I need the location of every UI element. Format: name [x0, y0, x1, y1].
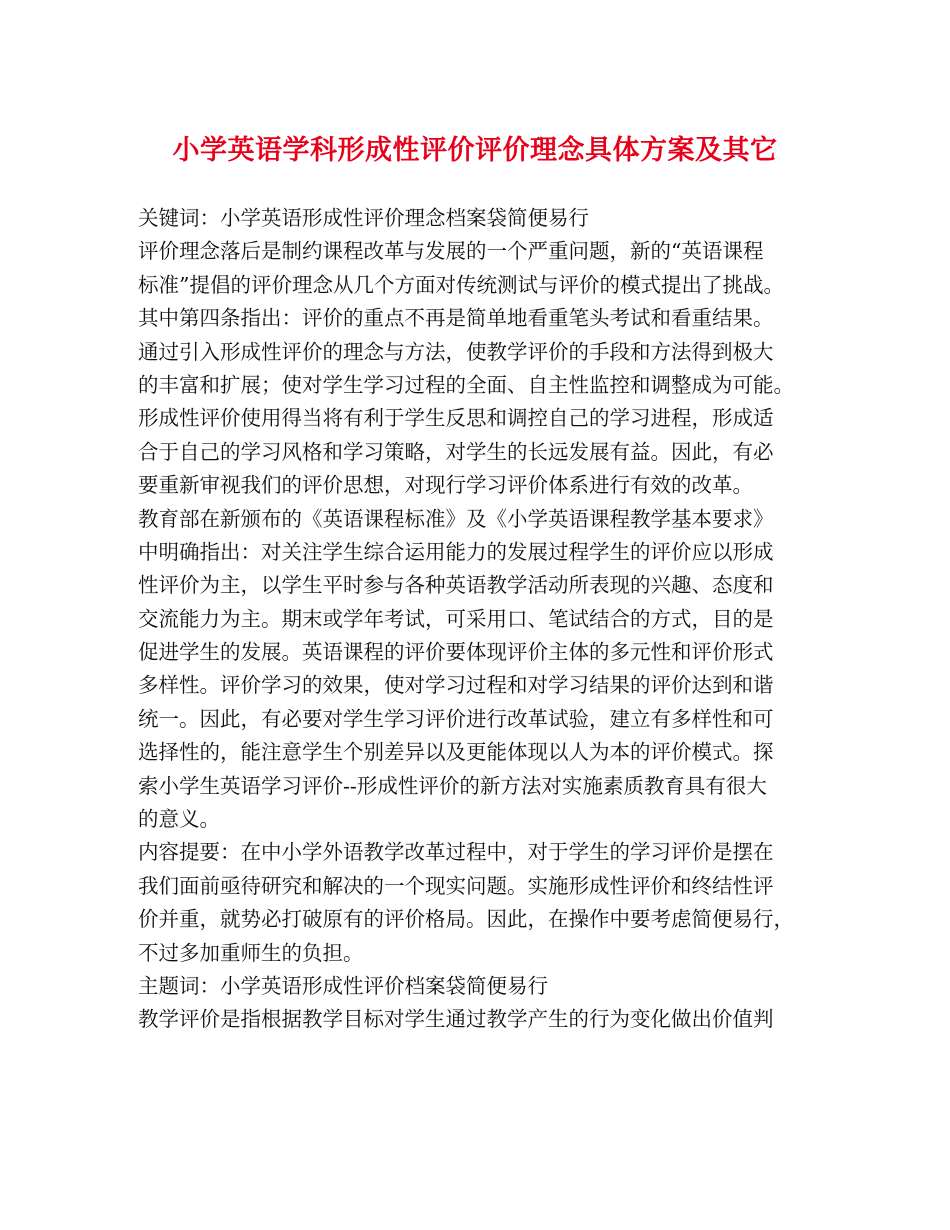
body-line: 合于自己的学习风格和学习策略，对学生的长远发展有益。因此，有必	[138, 439, 774, 464]
body-line: 价并重，就势必打破原有的评价格局。因此，在操作中要考虑简便易行，	[138, 907, 794, 932]
body-line: 的丰富和扩展；使对学生学习过程的全面、自主性监控和调整成为可能。	[138, 372, 794, 397]
body-line: 促进学生的发展。英语课程的评价要体现评价主体的多元性和评价形式	[138, 640, 774, 665]
body-line: 形成性评价使用得当将有利于学生反思和调控自己的学习进程，形成适	[138, 406, 774, 431]
body-line: 关键词：小学英语形成性评价理念档案袋简便易行	[138, 206, 589, 230]
body-line: 要重新审视我们的评价思想，对现行学习评价体系进行有效的改革。	[138, 473, 753, 498]
body-line: 评价理念落后是制约课程改革与发展的一个严重问题，新的“英语课程	[138, 239, 764, 264]
body-line: 内容提要：在中小学外语教学改革过程中，对于学生的学习评价是摆在	[138, 840, 774, 865]
body-line: 我们面前亟待研究和解决的一个现实问题。实施形成性评价和终结性评	[138, 873, 774, 898]
body-line: 教育部在新颁布的《英语课程标准》及《小学英语课程教学基本要求》	[138, 506, 774, 531]
body-line: 多样性。评价学习的效果，使对学习过程和对学习结果的评价达到和谐	[138, 673, 774, 698]
body-line: 通过引入形成性评价的理念与方法，使教学评价的手段和方法得到极大	[138, 339, 774, 364]
body-line: 不过多加重师生的负担。	[138, 940, 364, 965]
body-line: 性评价为主，以学生平时参与各种英语教学活动所表现的兴趣、态度和	[138, 573, 774, 598]
body-line: 的意义。	[138, 807, 220, 832]
document-title: 小学英语学科形成性评价评价理念具体方案及其它	[172, 135, 778, 166]
body-line: 其中第四条指出：评价的重点不再是简单地看重笔头考试和看重结果。	[138, 306, 774, 331]
body-line: 索小学生英语学习评价--形成性评价的新方法对实施素质教育具有很大	[138, 773, 767, 798]
body-line: 交流能力为主。期末或学年考试，可采用口、笔试结合的方式，目的是	[138, 606, 774, 631]
body-line: 教学评价是指根据教学目标对学生通过教学产生的行为变化做出价值判	[138, 1007, 774, 1032]
body-line: 中明确指出：对关注学生综合运用能力的发展过程学生的评价应以形成	[138, 539, 774, 564]
body-line: 标准”提倡的评价理念从几个方面对传统测试与评价的模式提出了挑战。	[138, 272, 784, 297]
document-body	[138, 202, 828, 1037]
body-line: 选择性的，能注意学生个别差异以及更能体现以人为本的评价模式。探	[138, 740, 774, 765]
body-line: 主题词：小学英语形成性评价档案袋简便易行	[138, 973, 548, 998]
body-line: 统一。因此，有必要对学生学习评价进行改革试验，建立有多样性和可	[138, 706, 774, 731]
